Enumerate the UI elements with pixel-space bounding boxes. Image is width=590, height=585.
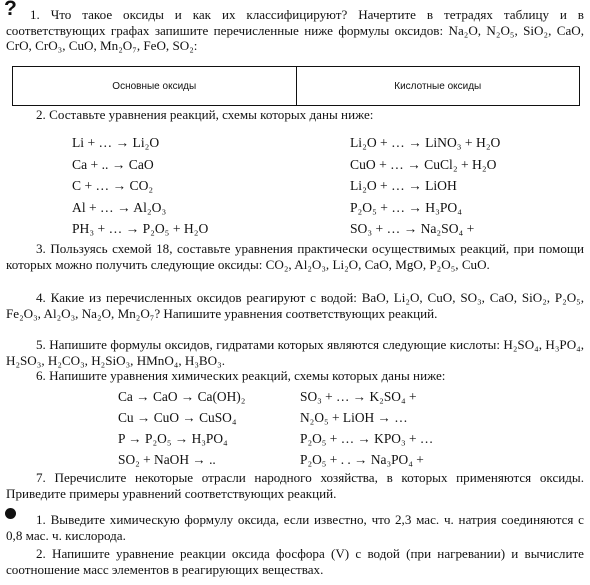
reaction-equation: SO₃ + … → K₂SO₄ + <box>300 389 417 404</box>
reaction-equation: Li₂O + … → LiNO₃ + H₂O <box>350 135 501 150</box>
task-4-text: 4. Какие из перечисленных оксидов реагируют с водой: BaO, Li₂O, CuO, SO₃, CaO, SiO₂, P₂O₅, Fe₂O₃, Al₂O₃, Na₂O, Mn₂O₇? Напишите уравнения соответствующих реакций. <box>6 290 584 321</box>
reaction-equation: P₂O₅ + … → KPO₃ + … <box>300 431 434 446</box>
basic-oxides-header: Основные оксиды <box>13 67 297 106</box>
extra-task-2-text: 2. Напишите уравнение реакции оксида фосфора (V) с водой (при нагревании) и вычислите соотношение масс элементов в реагирующих веществах. <box>6 546 584 577</box>
task-1-text: 1. Что такое оксиды и как их классифицируют? Начертите в тетрадях таблицу и в соответствующих графах запишите перечисленные ниже формулы оксидов: Na₂O, N₂O₅, SiO₂, CaO, CrO, CrO₃, CuO, Mn₂O₇, FeO, SO₂: <box>6 7 584 54</box>
reactions-2-right <box>350 132 500 240</box>
reaction-equation: Cu → CuO → CuSO₄ <box>118 410 237 425</box>
reaction-equation: P₂O₅ + . . → Na₃PO₄ + <box>300 452 424 467</box>
reactions-6-left <box>118 386 245 470</box>
reaction-equation: P → P₂O₅ → H₃PO₄ <box>118 431 228 446</box>
reaction-equation: P₂O₅ + … → H₃PO₄ <box>350 199 462 215</box>
reaction-equation: Al + … → Al₂O₃ <box>72 199 167 215</box>
reactions-6-right <box>300 386 433 470</box>
reaction-equation: Li + … → Li₂O <box>72 135 160 150</box>
reaction-equation: SO₃ + … → Na₂SO₄ + <box>350 221 475 236</box>
task-3-text: 3. Пользуясь схемой 18, составьте уравнения практически осуществимых реакций, при помощи которых можно получить следующие оксиды: CO₂, Al₂O₃, Li₂O, CaO, MgO, P₂O₅, CuO. <box>6 241 584 272</box>
oxides-table <box>12 66 580 106</box>
task-2-text: 2. Составьте уравнения реакций, схемы которых даны ниже: <box>36 107 374 122</box>
question-mark-icon: ? <box>4 0 17 20</box>
task-7-text: 7. Перечислите некоторые отрасли народного хозяйства, в которых применяются оксиды. Приведите примеры уравнений соответствующих реакций. <box>6 470 584 501</box>
reaction-equation: Ca → CaO → Ca(OH)₂ <box>118 389 246 404</box>
reaction-equation: C + … → CO₂ <box>72 178 154 193</box>
extra-task-1-text: 1. Выведите химическую формулу оксида, если известно, что 2,3 мас. ч. натрия соединяются с 0,8 мас. ч. кислорода. <box>6 512 584 543</box>
reaction-equation: CuO + … → CuCl₂ + H₂O <box>350 156 497 172</box>
acidic-oxides-header: Кислотные оксиды <box>296 67 580 106</box>
task-5-text: 5. Напишите формулы оксидов, гидратами которых являются следующие кислоты: H₂SO₄, H₃PO₄, H₂SO₃, H₂CO₃, H₂SiO₃, HMnO₄, H₃BO₃. <box>6 337 584 368</box>
task-6-text: 6. Напишите уравнения химических реакций, схемы которых даны ниже: <box>36 368 446 383</box>
reaction-equation: N₂O₅ + LiOH → … <box>300 410 408 425</box>
reaction-equation: Li₂O + … → LiOH <box>350 178 457 193</box>
reaction-equation: PH₃ + … → P₂O₅ + H₂O <box>72 221 209 236</box>
reaction-equation: Ca + .. → CaO <box>72 156 154 172</box>
reactions-2-left <box>72 132 208 240</box>
reaction-equation: SO₂ + NaOH → .. <box>118 452 216 467</box>
